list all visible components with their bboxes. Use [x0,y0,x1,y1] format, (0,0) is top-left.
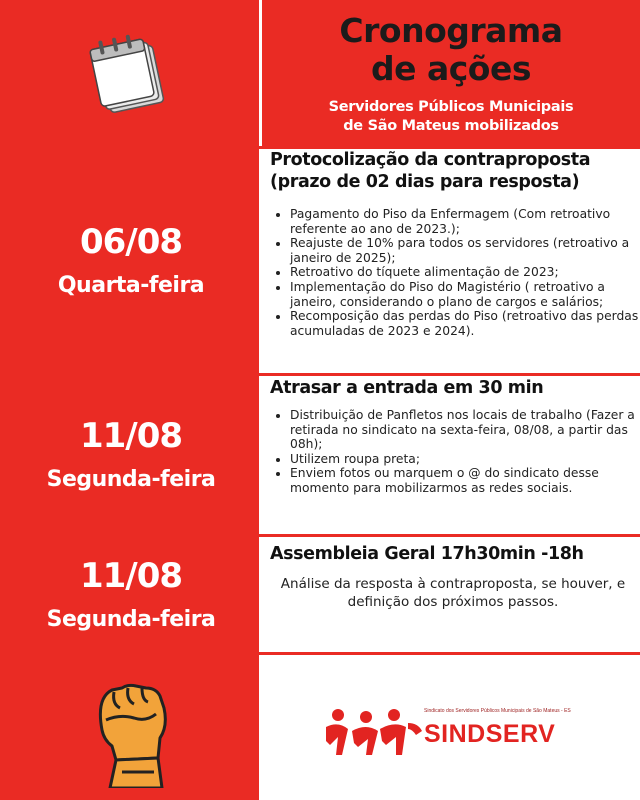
page-title [262,12,640,88]
section-1-date: 06/08 [79,222,183,262]
raised-fist-icon [76,668,186,788]
header [262,0,640,146]
section-3-title: Assembleia Geral 17h30min -18h [270,544,584,564]
column-divider [259,0,262,146]
column-divider [259,149,262,373]
section-3-date-cell [0,537,262,652]
section-2-content [262,376,640,534]
footer-logo-area [262,655,640,800]
column-divider [259,376,262,534]
section-1-date-cell [0,149,262,373]
subtitle [262,98,640,136]
sindserv-logo [324,705,424,757]
logo-subtext: Sindicato dos Servidores Públicos Municipais de São Mateus - ES [424,708,571,714]
column-divider [259,537,262,652]
list-item: • Pagamento do Piso da Enfermagem (Com retroativo referente ao ano de 2023.); [290,207,640,236]
list-item: • Recomposição das perdas do Piso (retroativo das perdas acumuladas de 2023 e 2024). [290,309,640,338]
section-2-list [272,408,640,496]
list-item: • Implementação do Piso do Magistério ( retroativo a janeiro, considerando o plano de cargos e salários; [290,280,640,309]
header-icon-cell [0,0,262,146]
logo-text: SINDSERV [424,720,556,748]
section-3-text: Análise da resposta à contraproposta, se houver, e definição dos próximos passos. [280,576,626,610]
section-1-day: Quarta-feira [57,273,205,298]
section-1-list [272,207,640,338]
footer-fist-cell [0,655,262,800]
title-line-2: de ações [370,49,532,88]
calendar-icon [86,26,176,121]
section-2-title: Atrasar a entrada em 30 min [270,378,544,398]
section-2-date-cell [0,376,262,534]
section-1-title [270,149,636,193]
subtitle-line-1: Servidores Públicos Municipais [328,99,574,115]
title-line-1: Cronograma [339,11,563,50]
section-1-title-line-2: (prazo de 02 dias para resposta) [270,172,580,192]
section-1-content [262,149,640,373]
section-3-day: Segunda-feira [46,606,216,632]
list-item: • Retroativo do tíquete alimentação de 2023; [290,265,640,280]
section-2-date: 11/08 [79,416,183,456]
subtitle-line-2: de São Mateus mobilizados [343,118,559,134]
list-item: • Enviem fotos ou marquem o @ do sindicato desse momento para mobilizarmos as redes sociais. [290,466,640,495]
column-divider [259,655,262,800]
list-item: • Reajuste de 10% para todos os servidores (retroativo a janeiro de 2025); [290,236,640,265]
section-2-day: Segunda-feira [46,467,216,492]
section-3-date: 11/08 [79,555,183,596]
list-item: • Distribuição de Panfletos nos locais de trabalho (Fazer a retirada no sindicato na sexta-feira, 08/08, a partir das 08h); [290,408,640,452]
section-3-content [262,537,640,652]
section-1-title-line-1: Protocolização da contraproposta [270,150,591,170]
list-item: • Utilizem roupa preta; [290,452,640,467]
